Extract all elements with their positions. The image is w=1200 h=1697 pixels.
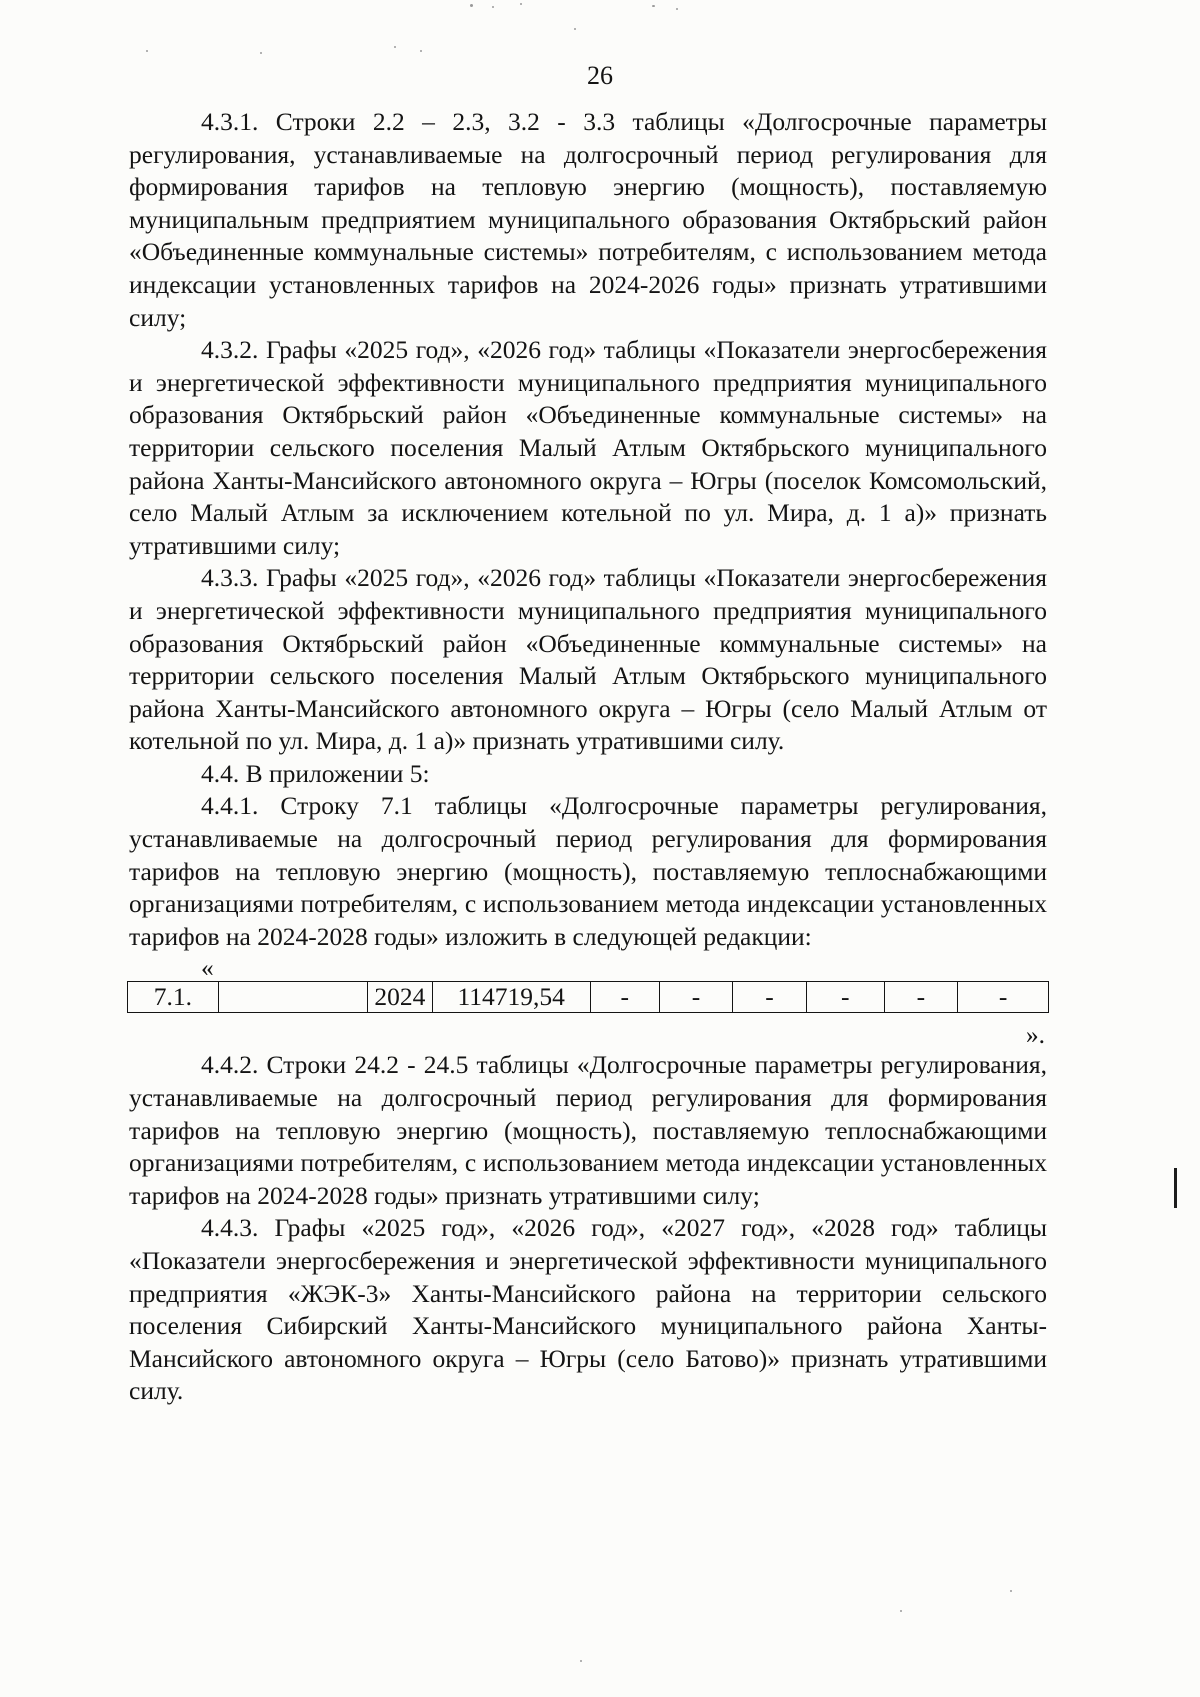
table-cell-year: 2024 xyxy=(367,982,432,1013)
paragraph-4-4-1: 4.4.1. Строку 7.1 таблицы «Долгосрочные параметры регулирования, устанавливаемые на долгосрочный период регулирования для формирования тарифов на тепловую энергию (мощность), поставляемую теплоснабжающими организациями потребителям, с использованием метода индексации установленных тарифов на 2024-2028 годы» изложить в следующей редакции: xyxy=(129,791,1047,951)
parameters-table xyxy=(127,981,1049,1013)
paragraph-4-4-2: 4.4.2. Строки 24.2 - 24.5 таблицы «Долгосрочные параметры регулирования, устанавливаемые на долгосрочный период регулирования для формирования тарифов на тепловую энергию (мощность), поставляемую теплоснабжающими организациями потребителям, с использованием метода индексации установленных тарифов на 2024-2028 годы» признать утратившими силу; xyxy=(129,1050,1047,1210)
scan-speck xyxy=(394,46,396,48)
scan-speck xyxy=(420,50,422,52)
scan-speck xyxy=(574,28,576,30)
paragraph-4-4: 4.4. В приложении 5: xyxy=(201,758,430,788)
scan-speck xyxy=(260,52,262,54)
paragraph-4-4-3: 4.4.3. Графы «2025 год», «2026 год», «2027 год», «2028 год» таблицы «Показатели энергосбережения и энергетической эффективности муниципального предприятия «ЖЭК-3» Ханты-Мансийского района на территории сельского поселения Сибирский Ханты-Мансийского муниципального района Ханты-Мансийского автономного округа – Югры (село Батово)» признать утратившими силу. xyxy=(129,1213,1047,1406)
scan-speck xyxy=(652,5,655,7)
paragraph-4-3-2: 4.3.2. Графы «2025 год», «2026 год» таблицы «Показатели энергосбережения и энергетической эффективности муниципального предприятия муниципального образования Октябрьский район «Объединенные коммунальные системы» на территории сельского поселения Малый Атлым Октябрьского муниципального района Ханты-Мансийского автономного округа – Югры (поселок Комсомольский, село Малый Атлым за исключением котельной по ул. Мира, д. 1 а)» признать утратившими силу; xyxy=(129,335,1047,560)
scan-speck xyxy=(146,50,148,52)
table-close-quote: ». xyxy=(1025,1020,1045,1050)
scan-speck xyxy=(676,8,678,10)
paragraph-4-3-3: 4.3.3. Графы «2025 год», «2026 год» таблицы «Показатели энергосбережения и энергетической эффективности муниципального предприятия муниципального образования Октябрьский район «Объединенные коммунальные системы» на территории сельского поселения Малый Атлым Октябрьского муниципального района Ханты-Мансийского автономного округа – Югры (село Малый Атлым от котельной по ул. Мира, д. 1 а)» признать утратившими силу. xyxy=(129,563,1047,756)
table-cell-dash: - xyxy=(958,982,1049,1013)
table-cell-dash: - xyxy=(659,982,733,1013)
table-cell-dash: - xyxy=(884,982,958,1013)
table-cell-dash: - xyxy=(806,982,884,1013)
margin-mark xyxy=(1174,1168,1177,1208)
scan-speck xyxy=(470,4,473,7)
table-open-quote: « xyxy=(201,953,214,983)
table-cell-value: 114719,54 xyxy=(432,982,590,1013)
table-cell-dash: - xyxy=(590,982,659,1013)
document-body xyxy=(129,106,1047,1408)
table-cell-empty xyxy=(218,982,367,1013)
scan-speck xyxy=(900,1610,902,1612)
scan-speck xyxy=(520,3,522,5)
scan-speck xyxy=(492,6,494,8)
table-row xyxy=(128,982,1049,1013)
paragraph-4-3-1: 4.3.1. Строки 2.2 – 2.3, 3.2 - 3.3 таблицы «Долгосрочные параметры регулирования, устанавливаемые на долгосрочный период регулирования для формирования тарифов на тепловую энергию (мощность), поставляемую муниципальным предприятием муниципального образования Октябрьский район «Объединенные коммунальные системы» потребителям, с использованием метода индексации установленных тарифов на 2024-2026 годы» признать утратившими силу; xyxy=(129,107,1047,332)
scan-speck xyxy=(1010,1590,1012,1592)
table-cell-dash: - xyxy=(733,982,807,1013)
table-cell-row-number: 7.1. xyxy=(128,982,219,1013)
scan-speck xyxy=(580,1660,582,1662)
page-number: 26 xyxy=(587,61,613,90)
